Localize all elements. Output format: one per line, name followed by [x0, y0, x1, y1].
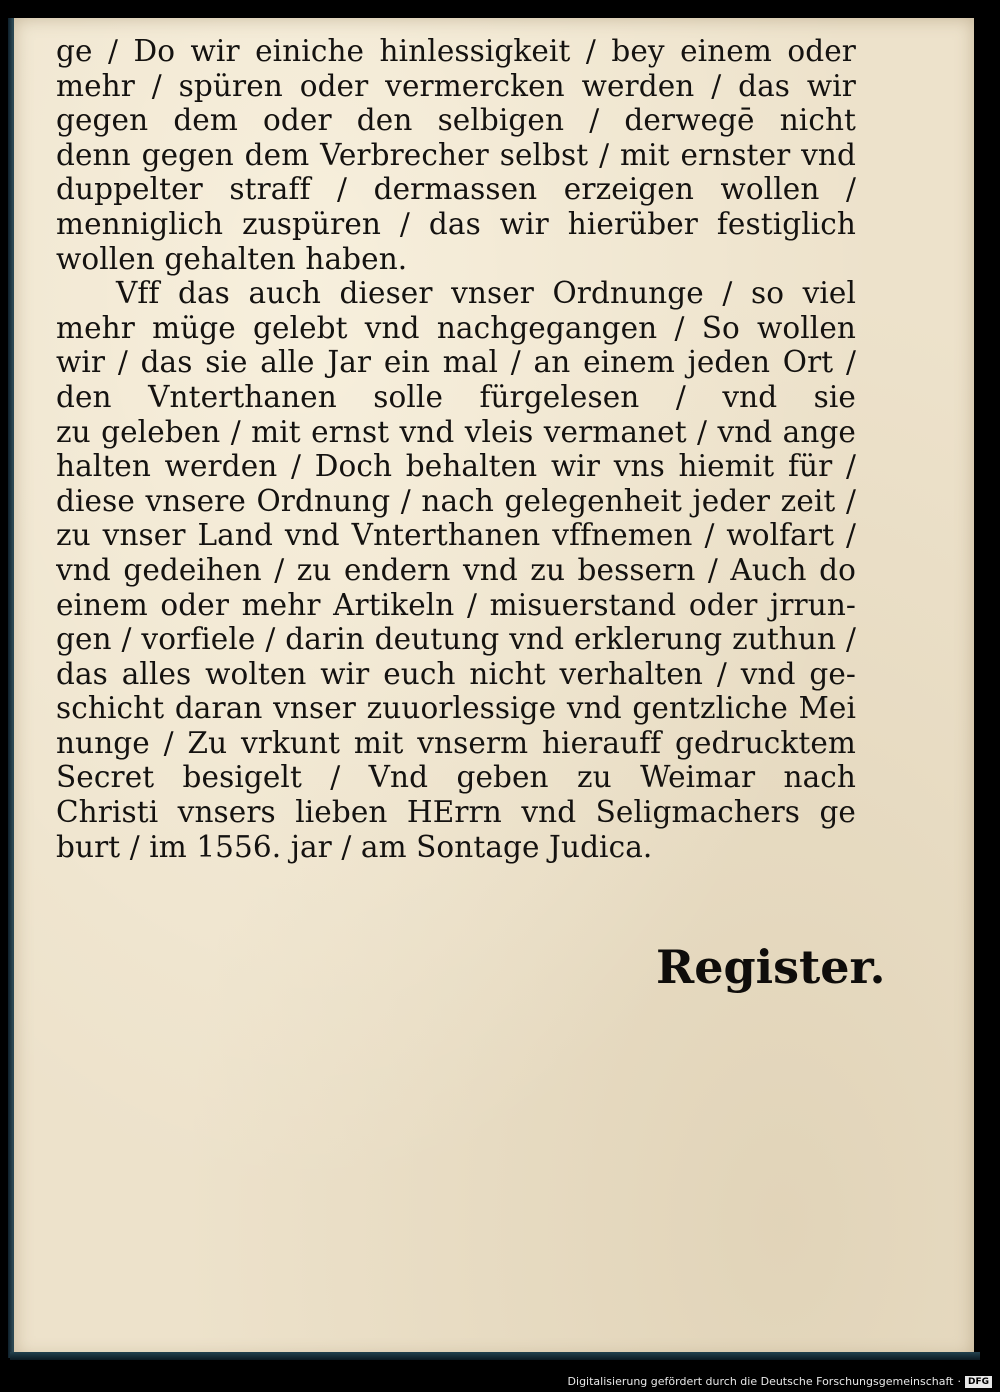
text-line-21: nunge / Zu vrkunt mit vnserm hierauff gedrucktem — [56, 725, 856, 760]
text-line-17: einem oder mehr Artikeln / misuerstand oder jrrun- — [56, 587, 856, 622]
text-line-3: gegen dem oder den selbigen / derwegē nicht — [56, 103, 856, 138]
text-line-24: burt / im 1556. jar / am Sontage Judica. — [56, 829, 653, 864]
text-line-1: ge / Do wir einiche hinlessigkeit / bey einem oder — [56, 34, 856, 68]
dfg-logo-icon: DFG — [965, 1376, 992, 1388]
text-line-16: vnd gedeihen / zu endern vnd zu bessern / Auch do — [56, 552, 856, 587]
text-line-9: mehr müge gelebt vnd nachgegangen / So wollen — [56, 310, 856, 345]
text-line-15: zu vnser Land vnd Vnterthanen vffnemen / wolfart / — [56, 518, 856, 553]
digitization-footer: Digitalisierung gefördert durch die Deutsche Forschungsgemeinschaft · DFG — [568, 1375, 992, 1388]
text-line-23: Christi vnsers lieben HErrn vnd Seligmachers ge — [56, 795, 856, 830]
text-line-8: Vff das auch dieser vnser Ordnunge / so viel — [116, 276, 856, 311]
text-line-2: mehr / spüren oder vermercken werden / das wir — [56, 68, 856, 103]
text-line-6: menniglich zuspüren / das wir hierüber festiglich — [56, 206, 856, 241]
cover-edge — [10, 1352, 980, 1360]
body-text — [56, 34, 856, 864]
text-line-20: schicht daran vnser zuuorlessige vnd gentzliche Mei — [56, 691, 856, 726]
text-line-19: das alles wolten wir euch nicht verhalten / vnd ge- — [56, 656, 856, 691]
text-line-10: wir / das sie alle Jar ein mal / an einem jeden Ort / — [56, 345, 856, 380]
text-line-5: duppelter straff / dermassen erzeigen wollen / — [56, 172, 856, 207]
catchword: Register. — [656, 940, 886, 994]
text-line-7: wollen gehalten haben. — [56, 241, 408, 276]
text-line-12: zu geleben / mit ernst vnd vleis vermanet / vnd ange — [56, 414, 856, 449]
footer-credit: Digitalisierung gefördert durch die Deutsche Forschungsgemeinschaft — [567, 1375, 954, 1388]
text-line-22: Secret besigelt / Vnd geben zu Weimar nach — [56, 760, 856, 795]
text-line-18: gen / vorfiele / darin deutung vnd erklerung zuthun / — [56, 622, 856, 657]
text-line-11: den Vnterthanen solle fürgelesen / vnd sie — [56, 379, 856, 414]
text-line-13: halten werden / Doch behalten wir vns hiemit für / — [56, 449, 856, 484]
text-line-4: denn gegen dem Verbrecher selbst / mit ernster vnd — [56, 137, 856, 172]
text-line-14: diese vnsere Ordnung / nach gelegenheit jeder zeit / — [56, 483, 856, 518]
